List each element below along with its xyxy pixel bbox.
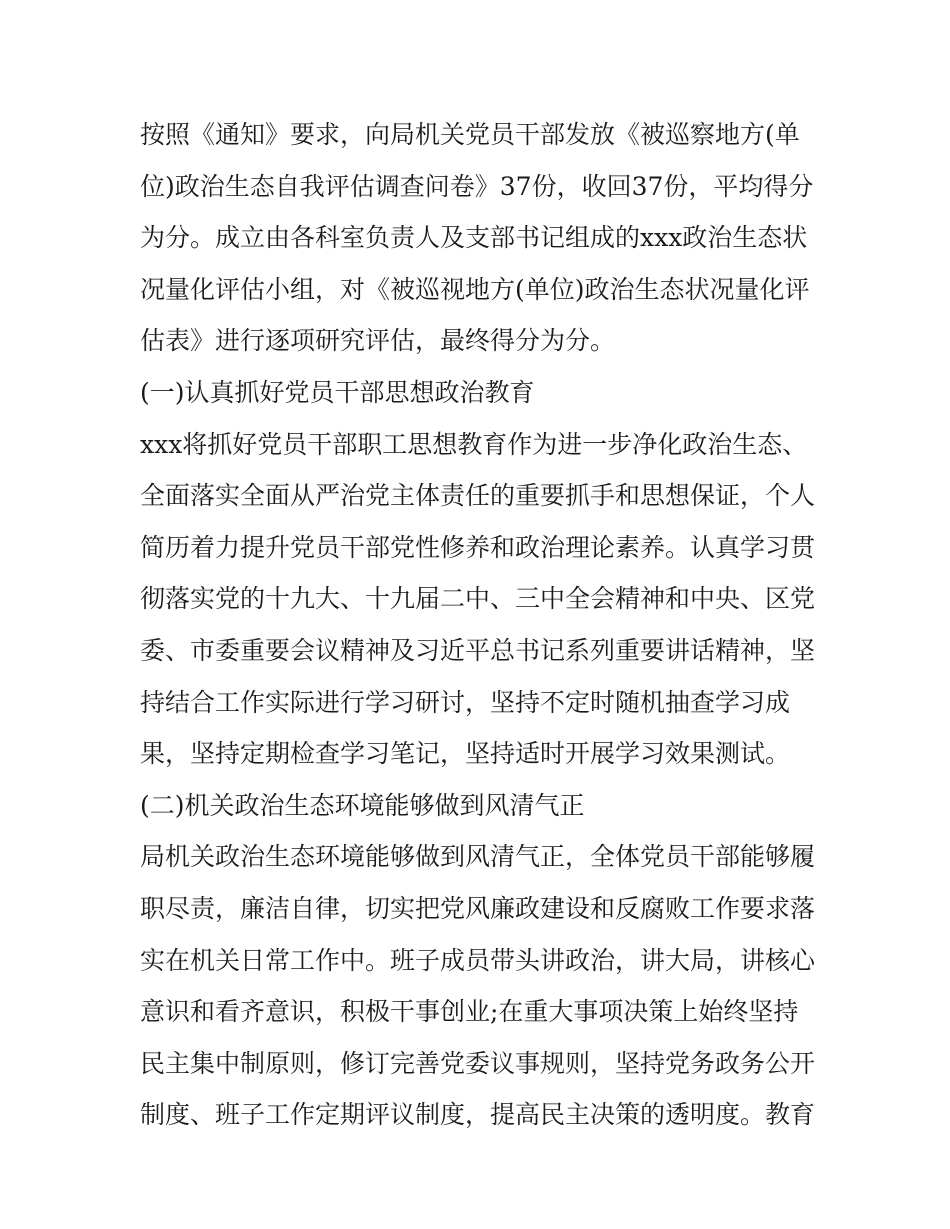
paragraph-line: 估表》进行逐项研究评估，最终得分为分。	[140, 326, 616, 356]
paragraph-line: 制度、班子工作定期评议制度，提高民主决策的透明度。教育	[140, 1100, 816, 1130]
paragraph-line: 委、市委重要会议精神及习近平总书记系列重要讲话精神，坚	[140, 635, 816, 665]
paragraph-line: 按照《通知》要求，向局机关党员干部发放《被巡察地方(单	[140, 120, 800, 149]
paragraph-line: 持结合工作实际进行学习研讨，坚持不定时随机抽查学习成	[140, 687, 791, 717]
document-body	[140, 109, 820, 1141]
paragraph-line: 位)政治生态自我评估调查问卷》37份，收回37份，平均得分	[140, 171, 814, 201]
section-heading-1: (一)认真抓好党员干部思想政治教育	[140, 377, 535, 407]
paragraph-line: 全面落实全面从严治党主体责任的重要抓手和思想保证，个人	[140, 481, 816, 511]
paragraph-line: 局机关政治生态环境能够做到风清气正，全体党员干部能够履	[140, 842, 816, 872]
paragraph-line: 简历着力提升党员干部党性修养和政治理论素养。认真学习贯	[140, 532, 816, 562]
paragraph-line: 为分。成立由各科室负责人及支部书记组成的xxx政治生态状	[140, 223, 808, 253]
paragraph-line: 民主集中制原则，修订完善党委议事规则，坚持党务政务公开	[140, 1048, 816, 1078]
paragraph-line: 职尽责，廉洁自律，切实把党风廉政建设和反腐败工作要求落	[140, 893, 816, 923]
paragraph-line: xxx将抓好党员干部职工思想教育作为进一步净化政治生态、	[140, 429, 808, 459]
paragraph-line: 况量化评估小组，对《被巡视地方(单位)政治生态状况量化评	[140, 274, 810, 304]
paragraph-line: 实在机关日常工作中。班子成员带头讲政治，讲大局，讲核心	[140, 945, 816, 975]
paragraph-line: 意识和看齐意识，积极干事创业;在重大事项决策上始终坚持	[140, 997, 799, 1027]
section-heading-2: (二)机关政治生态环境能够做到风清气正	[140, 790, 585, 820]
paragraph-line: 彻落实党的十九大、十九届二中、三中全会精神和中央、区党	[140, 584, 816, 614]
paragraph-line: 果，坚持定期检查学习笔记，坚持适时开展学习效果测试。	[140, 739, 791, 769]
